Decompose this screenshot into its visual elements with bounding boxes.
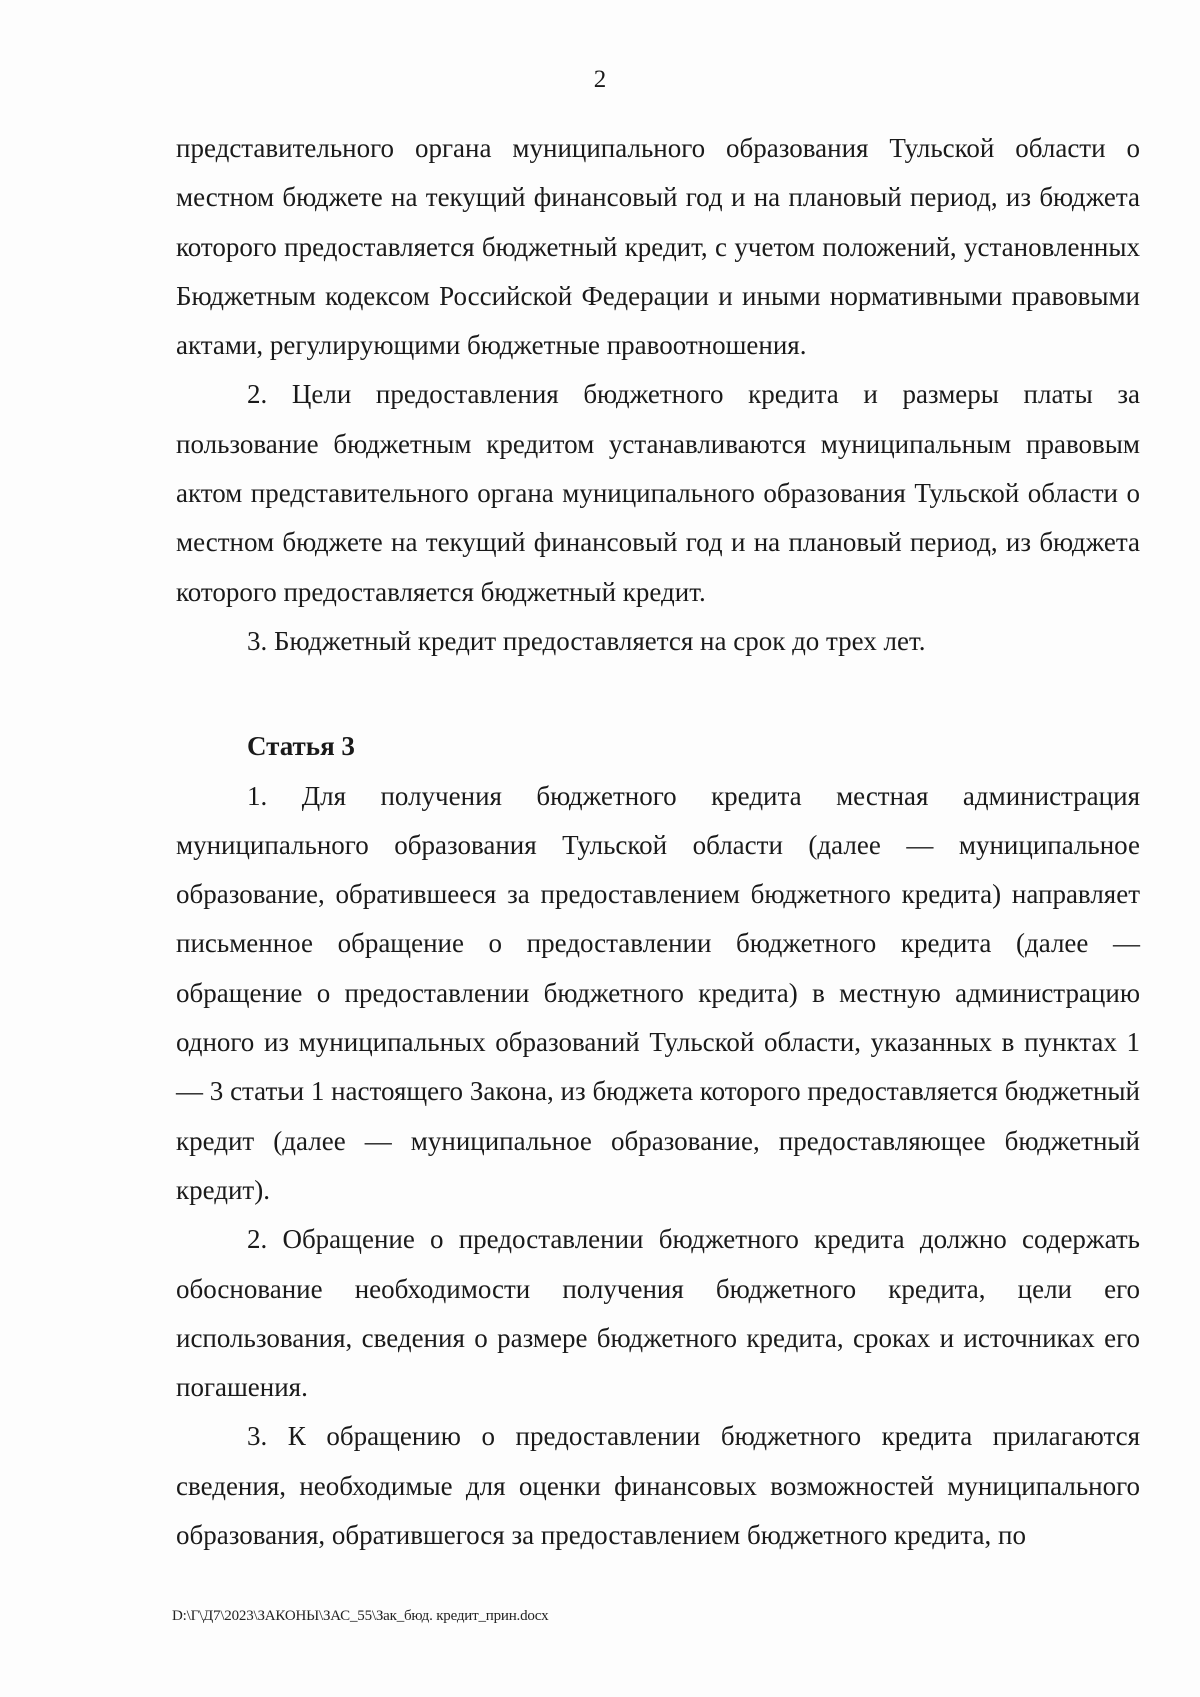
article-paragraph-2: 2. Обращение о предоставлении бюджетного кредита должно содержать обоснование необходимости получения бюджетного кредита, цели его использования, сведения о размере бюджетного кредита, сроках и источниках его погашения. xyxy=(176,1224,1140,1403)
document-body xyxy=(176,124,1140,1560)
footer-file-path: D:\Г\Д7\2023\ЗАКОНЫ\ЗАС_55\Зак_бюд. кредит_прин.docx xyxy=(172,1608,549,1624)
paragraph-continuation: представительного органа муниципального образования Тульской области о местном бюджете на текущий финансовый год и на плановый период, из бюджета которого предоставляется бюджетный кредит, с учетом положений, установленных Бюджетным кодексом Российской Федерации и иными нормативными правовыми актами, регулирующими бюджетные правоотношения. xyxy=(176,133,1140,361)
paragraph-item-2: 2. Цели предоставления бюджетного кредита и размеры платы за пользование бюджетным кредитом устанавливаются муниципальным правовым актом представительного органа муниципального образования Тульской области о местном бюджете на текущий финансовый год и на плановый период, из бюджета которого предоставляется бюджетный кредит. xyxy=(176,379,1140,607)
article-heading: Статья 3 xyxy=(247,731,355,762)
article-paragraph-1: 1. Для получения бюджетного кредита местная администрация муниципального образования Тульской области (далее — муниципальное образование, обратившееся за предоставлением бюджетного кредита) направляет письменное обращение о предоставлении бюджетного кредита (далее — обращение о предоставлении бюджетного кредита) в местную администрацию одного из муниципальных образований Тульской области, указанных в пунктах 1 — 3 статьи 1 настоящего Закона, из бюджета которого предоставляется бюджетный кредит (далее — муниципальное образование, предоставляющее бюджетный кредит). xyxy=(176,780,1140,1205)
paragraph-item-3: 3. Бюджетный кредит предоставляется на срок до трех лет. xyxy=(247,625,926,656)
article-paragraph-3: 3. К обращению о предоставлении бюджетного кредита прилагаются сведения, необходимые для оценки финансовых возможностей муниципального образования, обратившегося за предоставлением бюджетного кредита, по xyxy=(176,1421,1140,1551)
section-spacer xyxy=(176,666,1140,722)
page-number: 2 xyxy=(593,66,607,93)
